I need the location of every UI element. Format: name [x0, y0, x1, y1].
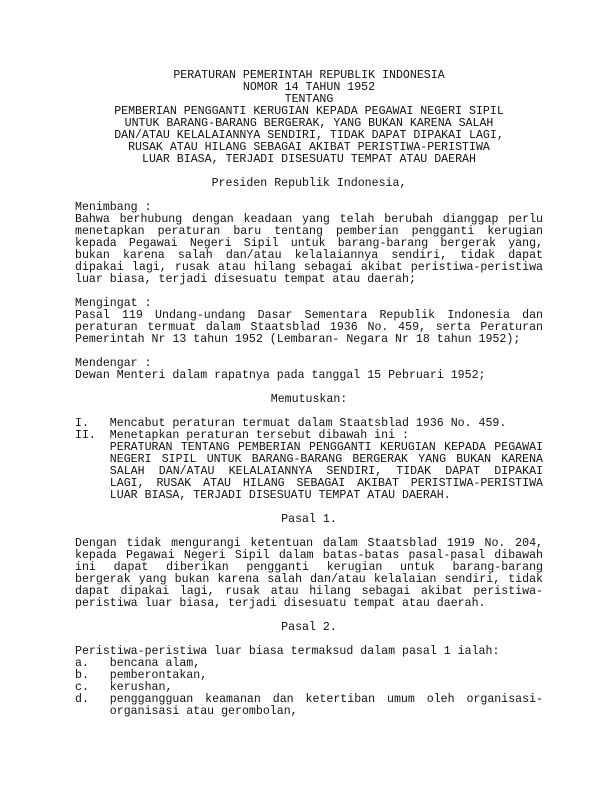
- paragraph-line: ini dapat diberikan pengganti kerugian untuk barang-barang: [75, 561, 543, 574]
- list-item-line: Mencabut peraturan termuat dalam Staatsblad 1936 No. 459.: [109, 417, 507, 430]
- article-heading: Pasal 2.: [281, 621, 337, 634]
- title-line: UNTUK BARANG-BARANG BERGERAK, YANG BUKAN KARENA SALAH: [124, 117, 494, 130]
- paragraph-line: Pasal 119 Undang-undang Dasar Sementara Republik Indonesia dan: [75, 309, 543, 322]
- paragraph-line: luar biasa, terjadi disesuatu tempat atau daerah;: [75, 273, 416, 286]
- list-item: [75, 694, 543, 718]
- list-item-line: LAGI, RUSAK ATAU HILANG SEBAGAI AKIBAT PERISTIWA-PERISTIWA: [109, 477, 543, 490]
- list-marker: a.: [75, 657, 89, 670]
- list-item-line: PERATURAN TENTANG PEMBERIAN PENGGANTI KERUGIAN KEPADA PEGAWAI: [109, 441, 543, 454]
- list-marker: b.: [75, 669, 89, 682]
- title-line: RUSAK ATAU HILANG SEBAGAI AKIBAT PERISTIWA-PERISTIWA: [128, 141, 490, 154]
- paragraph-line: dapat dipakai lagi, rusak atau hilang sebagai akibat peristiwa-: [75, 585, 543, 598]
- list-item-line: SALAH DAN/ATAU KELALAIANNYA SENDIRI, TIDAK DAPAT DIPAKAI: [109, 465, 543, 478]
- section-label: Mendengar :: [75, 357, 152, 370]
- list-marker: I.: [75, 417, 89, 430]
- list-item: [75, 430, 543, 502]
- paragraph-line: Pemerintah Nr 13 tahun 1952 (Lembaran- Negara Nr 18 tahun 1952);: [75, 333, 521, 346]
- memutuskan-heading: Memutuskan:: [270, 393, 348, 406]
- document-page: [75, 70, 543, 718]
- list-marker: d.: [75, 693, 89, 706]
- paragraph-line: Dewan Menteri dalam rapatnya pada tanggal 15 Pebruari 1952;: [75, 369, 486, 382]
- list-marker: II.: [75, 429, 96, 442]
- title-line: DAN/ATAU KELALAIANNYA SENDIRI, TIDAK DAPAT DIPAKAI LAGI,: [114, 129, 504, 142]
- section-mendengar: [75, 358, 543, 382]
- section-menimbang: [75, 202, 543, 286]
- document-title: [75, 70, 543, 166]
- paragraph-line: menetapkan peraturan baru tentang pemberian pengganti kerugian: [75, 225, 543, 238]
- paragraph-line: kepada Pegawai Negeri Sipil untuk barang-barang bergerak yang,: [75, 237, 543, 250]
- list-item-line: Menetapkan peraturan tersebut dibawah ini :: [109, 429, 409, 442]
- paragraph-line: bergerak yang bukan karena salah dan/atau kelalaian sendiri, tidak: [75, 573, 543, 586]
- pasal-2: [75, 622, 543, 718]
- list-item-line: pemberontakan,: [109, 669, 208, 682]
- title-line: TENTANG: [284, 93, 334, 106]
- paragraph-line: dipakai lagi, rusak atau hilang sebagai akibat peristiwa-peristiwa: [75, 261, 543, 274]
- decision-list: [75, 418, 543, 502]
- list-marker: c.: [75, 681, 89, 694]
- list-item-line: penggangguan keamanan dan ketertiban umum oleh organisasi-: [109, 693, 543, 706]
- paragraph-line: Dengan tidak mengurangi ketentuan dalam Staatsblad 1919 No. 204,: [75, 537, 543, 550]
- list-item-line: bencana alam,: [109, 657, 201, 670]
- article-heading: Pasal 1.: [281, 513, 337, 526]
- list-item-line: NEGERI SIPIL UNTUK BARANG-BARANG BERGERAK YANG BUKAN KARENA: [109, 453, 543, 466]
- paragraph-line: peristiwa luar biasa, terjadi disesuatu tempat atau daerah.: [75, 597, 486, 610]
- title-line: PERATURAN PEMERINTAH REPUBLIK INDONESIA: [173, 69, 445, 82]
- section-mengingat: [75, 298, 543, 346]
- list-item-line: LUAR BIASA, TERJADI DISESUATU TEMPAT ATAU DAERAH.: [109, 489, 451, 502]
- list-item-line: organisasi atau gerombolan,: [109, 705, 298, 718]
- paragraph-line: Bahwa berhubung dengan keadaan yang telah berubah dianggap perlu: [75, 213, 543, 226]
- paragraph-line: kepada Pegawai Negeri Sipil dalam batas-batas pasal-pasal dibawah: [75, 549, 543, 562]
- title-line: PEMBERIAN PENGGANTI KERUGIAN KEPADA PEGAWAI NEGERI SIPIL: [114, 105, 504, 118]
- title-line: NOMOR 14 TAHUN 1952: [242, 81, 376, 94]
- title-line: LUAR BIASA, TERJADI DISESUATU TEMPAT ATAU DAERAH: [142, 153, 476, 166]
- section-label: Mengingat :: [75, 297, 152, 310]
- section-label: Menimbang :: [75, 201, 152, 214]
- paragraph-line: peraturan termuat dalam Staatsblad 1936 No. 459, serta Peraturan: [75, 321, 543, 334]
- paragraph-line: bukan karena salah dan/atau kelalaiannya sendiri, tidak dapat: [75, 249, 543, 262]
- pasal-1: [75, 514, 543, 610]
- president-heading: Presiden Republik Indonesia,: [211, 177, 407, 190]
- list-item-line: kerushan,: [109, 681, 173, 694]
- paragraph-line: Peristiwa-peristiwa luar biasa termaksud dalam pasal 1 ialah:: [75, 645, 500, 658]
